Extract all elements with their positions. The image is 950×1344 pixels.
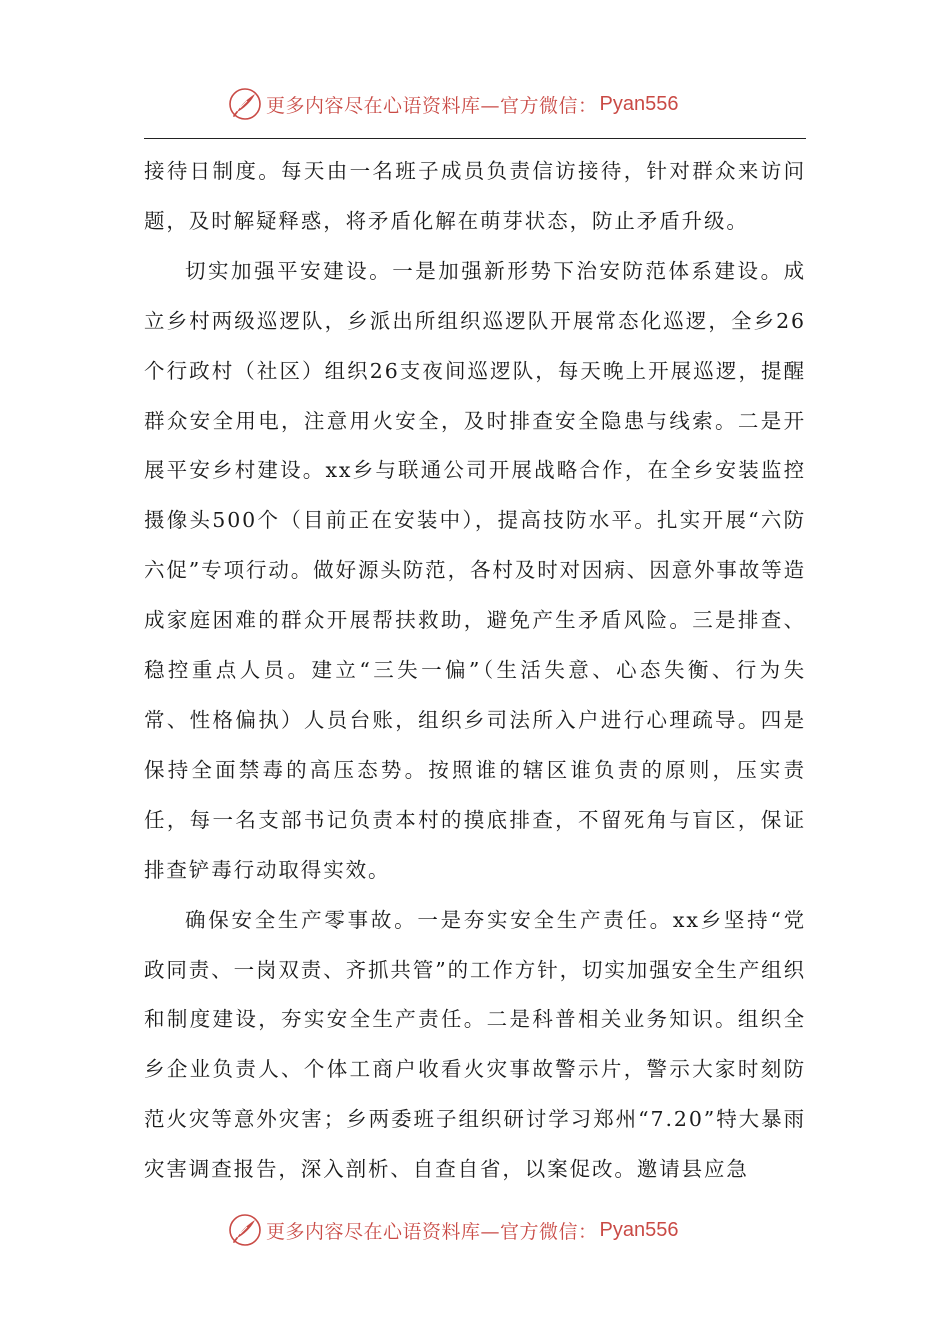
body-paragraph: 接待日制度。每天由一名班子成员负责信访接待，针对群众来访问题，及时解疑释惑，将矛盾化解在萌芽状态，防止矛盾升级。 (144, 159, 806, 233)
header-banner (228, 84, 678, 124)
quill-pen-logo-icon (228, 1213, 262, 1247)
footer-banner-text: 更多内容尽在心语资料库—官方微信： (266, 1220, 598, 1243)
header-divider (144, 138, 806, 139)
footer-wechat-id: Pyan556 (599, 1218, 679, 1241)
body-paragraph: 确保安全生产零事故。一是夯实安全生产责任。xx乡坚持“党政同责、一岗双责、齐抓共管”的工作方针，切实加强安全生产组织和制度建设，夯实安全生产责任。二是科普相关业务知识。组织全乡企业负责人、个体工商户收看火灾事故警示片，警示大家时刻防范火灾等意外灾害；乡两委班子组织研讨学习郑州“7.20”特大暴雨灾害调查报告，深入剖析、自查自省，以案促改。邀请县应急 (144, 907, 806, 1182)
header-wechat-id: Pyan556 (599, 92, 679, 115)
footer-banner (228, 1210, 678, 1250)
quill-pen-logo-icon (228, 87, 262, 121)
header-banner-text: 更多内容尽在心语资料库—官方微信： (266, 94, 598, 117)
body-paragraph: 切实加强平安建设。一是加强新形势下治安防范体系建设。成立乡村两级巡逻队，乡派出所组织巡逻队开展常态化巡逻，全乡26个行政村（社区）组织26支夜间巡逻队，每天晚上开展巡逻，提醒群众安全用电，注意用火安全，及时排查安全隐患与线索。二是开展平安乡村建设。xx乡与联通公司开展战略合作，在全乡安装监控摄像头500个（目前正在安装中），提高技防水平。扎实开展“六防六促”专项行动。做好源头防范，各村及时对因病、因意外事故等造成家庭困难的群众开展帮扶救助，避免产生矛盾风险。三是排查、稳控重点人员。建立“三失一偏”（生活失意、心态失衡、行为失常、性格偏执）人员台账，组织乡司法所入户进行心理疏导。四是保持全面禁毒的高压态势。按照谁的辖区谁负责的原则，压实责任，每一名支部书记负责本村的摸底排查，不留死角与盲区，保证排查铲毒行动取得实效。 (144, 258, 806, 882)
document-body (144, 147, 806, 1195)
